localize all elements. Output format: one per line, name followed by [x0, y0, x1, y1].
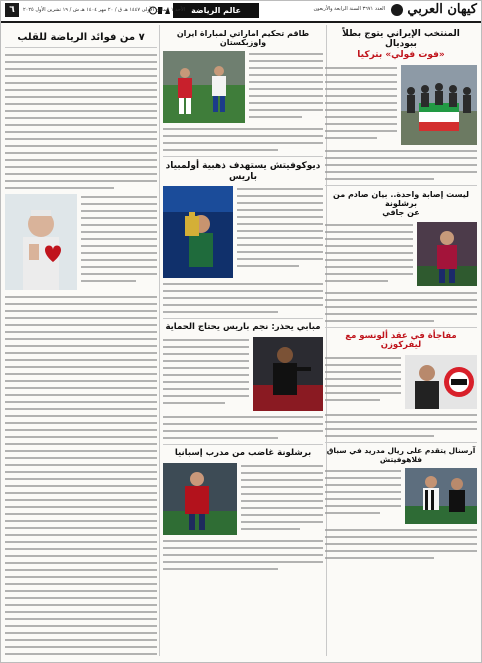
- divider: [325, 185, 477, 186]
- article-block: [163, 463, 323, 535]
- article-text: [325, 355, 401, 409]
- section-title: عالم الرياضة: [173, 3, 259, 18]
- article-block: [163, 51, 323, 123]
- article-text: [325, 65, 397, 145]
- tennis-photo: [163, 186, 233, 278]
- article-text: [325, 414, 477, 437]
- divider: [325, 442, 477, 443]
- article-headline: آرسنال يتقدم على ريال مدريد في سباق فلاهوفيتش: [326, 446, 476, 464]
- article-text: [81, 194, 157, 290]
- globe-icon: [391, 4, 403, 16]
- date-line: الأحد ١ جمادى الأولى ١٤٤٧ هـ ق / ٢٠ مهر ١٤٠٤ هـ ش / ١٩ تشرين الأول ٢٠٢٥: [23, 7, 186, 13]
- divider: [163, 444, 323, 445]
- article-text: [5, 296, 157, 659]
- heart-health-photo: [5, 194, 77, 290]
- match-photo-image: [163, 51, 245, 123]
- article-text: [241, 463, 323, 535]
- article-text: [249, 51, 323, 123]
- article-block: [325, 222, 477, 287]
- mbappe-photo-image: [253, 337, 323, 411]
- article-headline: ديوكوفيتش يستهدف ذهبية أولمبياد باريس: [165, 161, 321, 182]
- column-rule: [159, 25, 160, 656]
- article-block: [325, 65, 477, 145]
- article-headline: برشلونة غاضب من مدرب إسبانيا: [174, 447, 312, 458]
- article-text: [325, 292, 477, 322]
- article-headline: ٧ من فوائد الرياضة للقلب: [5, 29, 157, 48]
- divider: [325, 327, 477, 328]
- article-headline: مبابي يحذر: نجم باريس يحتاج الحماية: [165, 322, 321, 333]
- article-headline: [325, 29, 477, 60]
- divider: [163, 318, 323, 319]
- headline-line: عن جافي: [382, 208, 420, 218]
- middle-column: [163, 25, 323, 658]
- heart-health-photo-image: [5, 194, 77, 290]
- masthead: [1, 1, 481, 23]
- spain-player-photo: [163, 463, 237, 535]
- article-text: [325, 468, 401, 524]
- issue-line: العدد ٣٦٧١ السنة الرابعة والأربعون: [313, 6, 385, 12]
- spain-player-photo-image: [163, 463, 237, 535]
- article-block: [163, 337, 323, 411]
- headline-line: «فوت فولي» بتركيا: [357, 49, 445, 60]
- article-text: [325, 529, 477, 559]
- article-text: [237, 186, 323, 278]
- striker-photo: [405, 468, 477, 524]
- article-headline: [325, 190, 477, 218]
- brand-logo: [388, 2, 477, 17]
- article-headline: مفاجأة في عقد ألونسو مع ليفركوزن: [345, 330, 457, 351]
- coach-photo-image: [405, 355, 477, 409]
- coach-photo: [405, 355, 477, 409]
- article-block: [325, 468, 477, 524]
- article-block: [163, 186, 323, 278]
- divider: [163, 156, 323, 157]
- team-photo-image: [401, 65, 477, 145]
- right-column: [325, 25, 477, 658]
- left-column: [5, 25, 157, 658]
- headline-line: المنتخب الإيراني يتوج بطلاً ببوديال: [342, 29, 460, 50]
- article-block: [325, 355, 477, 409]
- article-text: [5, 54, 157, 189]
- mbappe-photo: [253, 337, 323, 411]
- player-photo-image: [417, 222, 477, 286]
- striker-photo-image: [405, 468, 477, 524]
- article-text: [163, 540, 323, 570]
- article-headline: طاقم تحكيم اماراتي لمباراة ايران واوزبكستان: [176, 29, 310, 48]
- team-photo: [401, 65, 477, 145]
- article-text: [325, 222, 413, 287]
- article-text: [163, 128, 323, 151]
- article-text: [163, 416, 323, 439]
- article-text: [163, 283, 323, 313]
- article-text: [325, 150, 477, 180]
- brand-name: كيهان العربي: [407, 2, 477, 17]
- player-photo: [417, 222, 477, 286]
- article-text: [163, 337, 249, 411]
- headline-line: ليست إصابة واحدة.. بيان صادم من برشلونة: [333, 190, 469, 209]
- article-block: [5, 194, 157, 290]
- page-number: ٦: [5, 3, 19, 17]
- tennis-photo-image: [163, 186, 233, 278]
- match-photo: [163, 51, 245, 123]
